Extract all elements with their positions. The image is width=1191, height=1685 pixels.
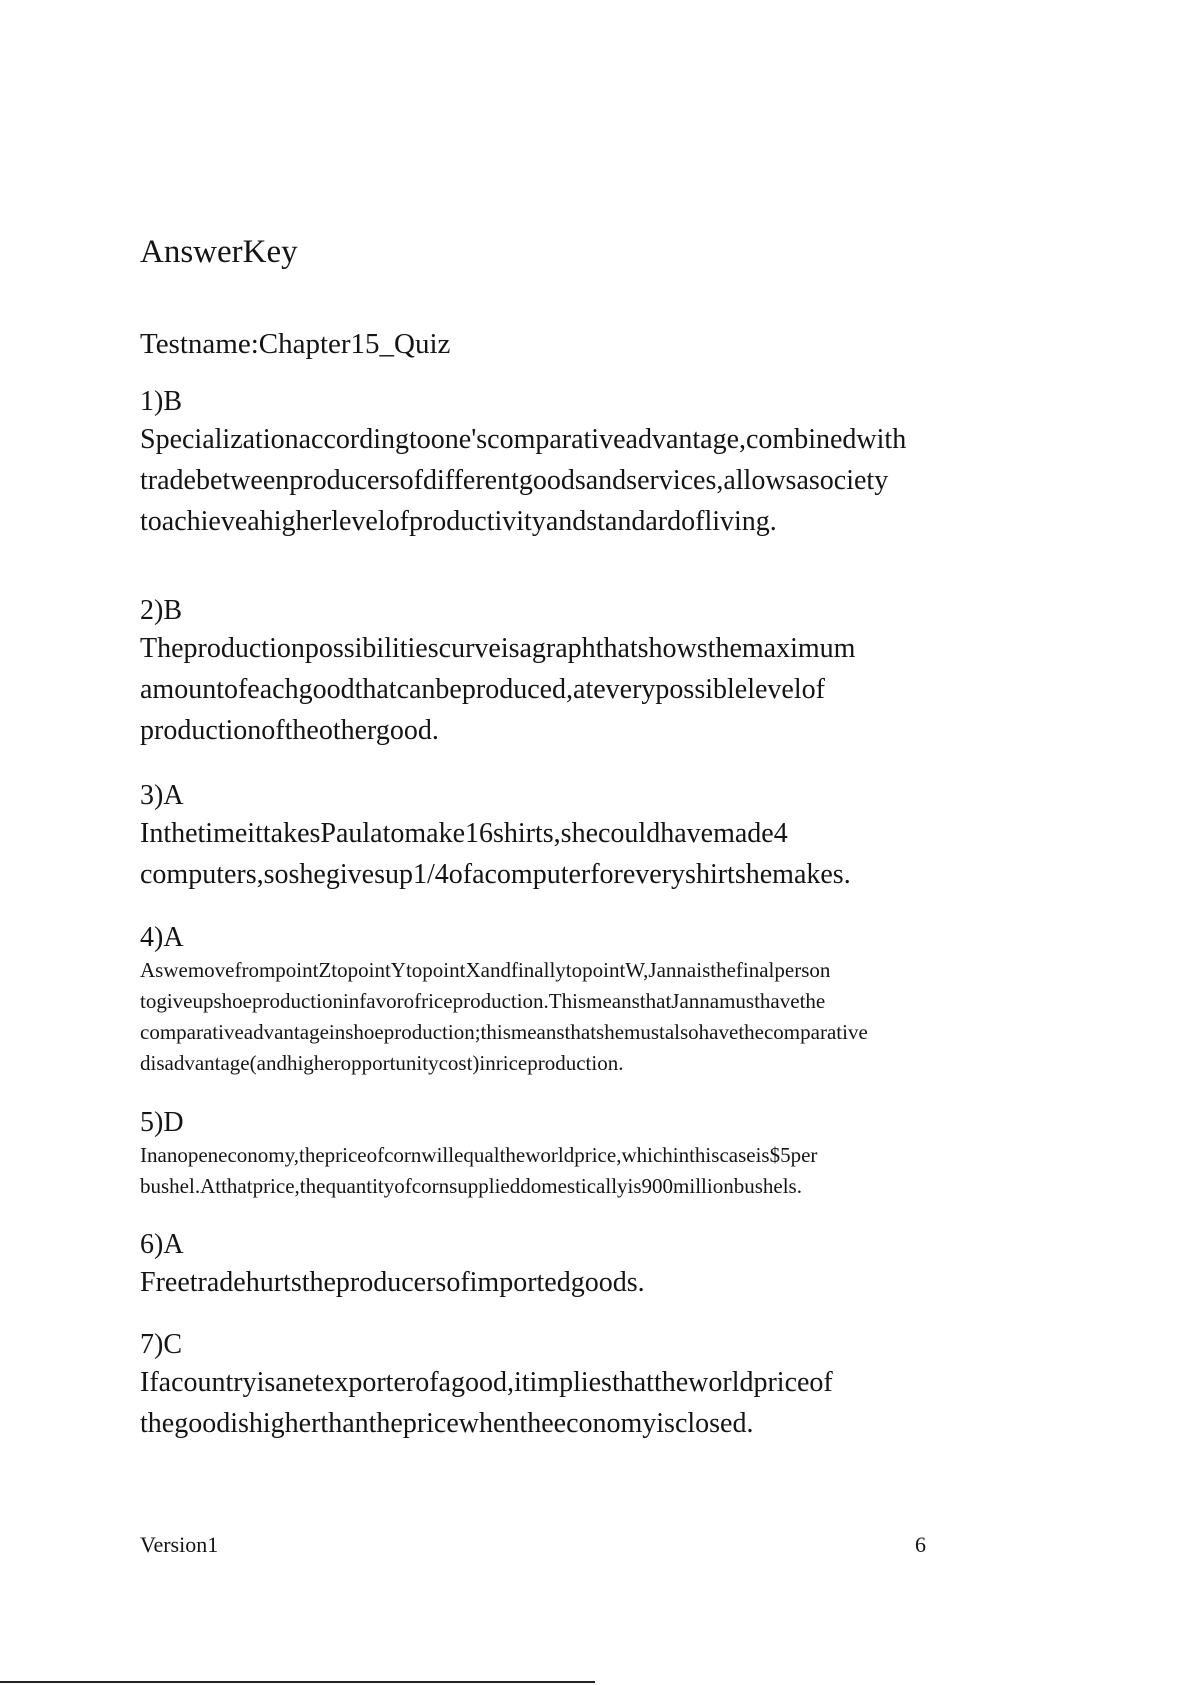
bottom-divider [0, 1681, 595, 1683]
answer-item-3 [140, 779, 1020, 895]
answer-item-6 [140, 1228, 1020, 1303]
answer-number: 1)B [140, 386, 182, 417]
answer-number: 3)A [140, 780, 184, 811]
explanation-line: thegoodishigherthanthepricewhentheeconomyisclosed. [140, 1408, 754, 1439]
explanation-line: toachieveahigherlevelofproductivityandstandardofliving. [140, 506, 777, 537]
explanation-line: Inanopeneconomy,thepriceofcornwillequaltheworldprice,whichinthiscaseis$5per [140, 1143, 818, 1167]
answer-number: 4)A [140, 922, 184, 953]
explanation-line: computers,soshegivesup1/4ofacomputerforeveryshirtshemakes. [140, 859, 851, 890]
explanation-line: Theproductionpossibilitiescurveisagraphthatshowsthemaximum [140, 633, 856, 664]
answer-number: 5)D [140, 1107, 184, 1138]
explanation-line: amountofeachgoodthatcanbeproduced,ateverypossiblelevelof [140, 674, 825, 705]
explanation-line: Freetradehurtstheproducersofimportedgoods. [140, 1267, 645, 1298]
footer-version: Version1 [140, 1532, 219, 1557]
explanation-line: disadvantage(andhigheropportunitycost)inriceproduction. [140, 1051, 624, 1075]
explanation-line: InthetimeittakesPaulatomake16shirts,shecouldhavemade4 [140, 818, 788, 849]
explanation-line: togiveupshoeproductioninfavorofriceproduction.ThismeansthatJannamusthavethe [140, 989, 826, 1013]
answer-number: 2)B [140, 595, 182, 626]
explanation-line: Ifacountryisanetexporterofagood,itimpliesthattheworldpriceof [140, 1367, 833, 1398]
answer-item-2 [140, 594, 1020, 751]
explanation-line: AswemovefrompointZtopointYtopointXandfinallytopointW,Jannaisthefinalperson [140, 958, 831, 982]
answer-item-1 [140, 385, 1020, 542]
explanation-line: tradebetweenproducersofdifferentgoodsandservices,allowsasociety [140, 465, 889, 496]
explanation-line: comparativeadvantageinshoeproduction;thismeansthatshemustalsohavethecomparative [140, 1020, 868, 1044]
test-name: Testname:Chapter15_Quiz [140, 328, 451, 360]
page-title: AnswerKey [140, 234, 298, 270]
footer-page-number: 6 [915, 1532, 926, 1557]
explanation-line: bushel.Atthatprice,thequantityofcornsupplieddomesticallyis900millionbushels. [140, 1174, 802, 1198]
answer-item-5 [140, 1106, 1020, 1202]
answer-item-7 [140, 1328, 1020, 1444]
answer-item-4 [140, 921, 1020, 1079]
explanation-line: productionoftheothergood. [140, 715, 439, 746]
answer-number: 7)C [140, 1329, 182, 1360]
answer-number: 6)A [140, 1229, 184, 1260]
explanation-line: Specializationaccordingtoone'scomparativeadvantage,combinedwith [140, 424, 907, 455]
